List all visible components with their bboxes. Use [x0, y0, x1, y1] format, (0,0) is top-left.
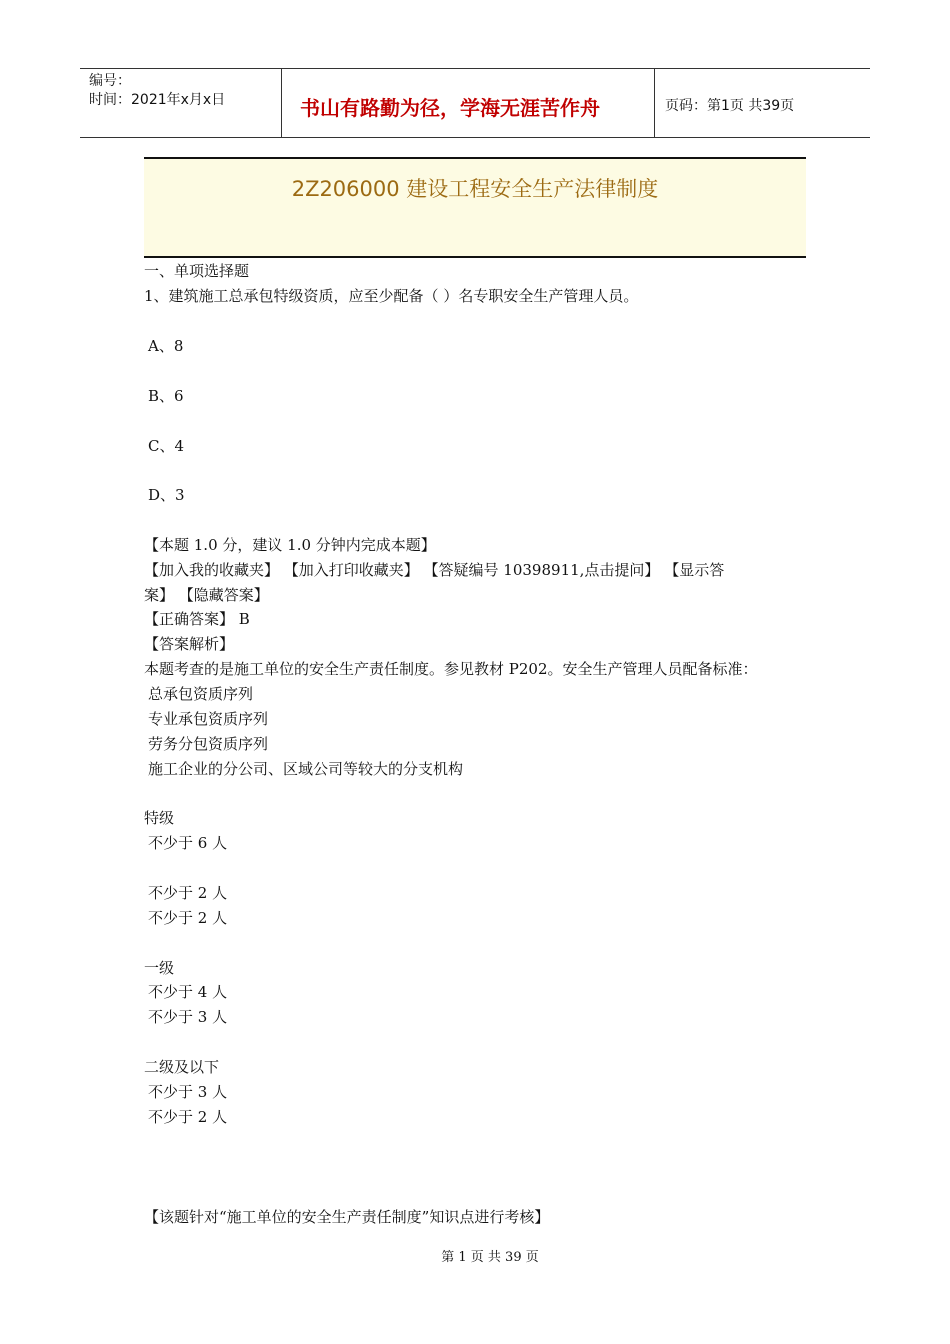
level-value: 不少于 2 人 [148, 1108, 228, 1126]
analysis-intro: 本题考查的是施工单位的安全生产责任制度。参见教材 P202。安全生产管理人员配备标准： [144, 660, 758, 678]
header-info-cell [80, 69, 282, 137]
document-header [80, 68, 870, 138]
option-c[interactable]: C、4 [148, 437, 185, 455]
question-text: 1、建筑施工总承包特级资质，应至少配备（ ）名专职安全生产管理人员。 [144, 287, 639, 305]
chapter-title-box [144, 157, 806, 258]
category-item: 施工企业的分公司、区域公司等较大的分支机构 [148, 760, 464, 778]
action-links-continued[interactable]: 案】 【隐藏答案】 [144, 586, 269, 604]
header-page-cell [655, 69, 870, 137]
header-motto-cell [282, 69, 655, 137]
option-d[interactable]: D、3 [148, 486, 185, 504]
correct-answer: 【正确答案】 B [144, 610, 250, 628]
category-item: 总承包资质序列 [148, 685, 254, 703]
action-links[interactable]: 【加入我的收藏夹】 【加入打印收藏夹】 【答疑编号 10398911,点击提问】 【显示答 [144, 561, 725, 579]
option-a[interactable]: A、8 [148, 337, 184, 355]
level-value: 不少于 3 人 [148, 1008, 228, 1026]
level-name: 一级 [144, 959, 175, 977]
motto-text: 书山有路勤为径，学海无涯苦作舟 [300, 96, 600, 120]
level-name: 特级 [144, 809, 175, 827]
category-item: 专业承包资质序列 [148, 710, 269, 728]
level-value: 不少于 4 人 [148, 983, 228, 1001]
level-value: 不少于 2 人 [148, 909, 228, 927]
level-value: 不少于 6 人 [148, 834, 228, 852]
knowledge-note: 【该题针对“施工单位的安全生产责任制度”知识点进行考核】 [144, 1208, 550, 1226]
option-b[interactable]: B、6 [148, 387, 184, 405]
chapter-title: 2Z206000 建设工程安全生产法律制度 [291, 177, 659, 201]
time-label: 时间：2021年x月x日 [89, 92, 226, 108]
page-footer [0, 1246, 950, 1265]
section-heading: 一、单项选择题 [144, 262, 250, 280]
level-value: 不少于 2 人 [148, 884, 228, 902]
analysis-label: 【答案解析】 [144, 635, 235, 653]
level-value: 不少于 3 人 [148, 1083, 228, 1101]
page-label: 页码：第1页 共39页 [665, 98, 795, 114]
number-label: 编号： [89, 73, 131, 89]
score-note: 【本题 1.0 分，建议 1.0 分钟内完成本题】 [144, 536, 436, 554]
footer-page-number: 第 1 页 共 39 页 [441, 1250, 539, 1265]
category-item: 劳务分包资质序列 [148, 735, 269, 753]
level-name: 二级及以下 [144, 1058, 220, 1076]
